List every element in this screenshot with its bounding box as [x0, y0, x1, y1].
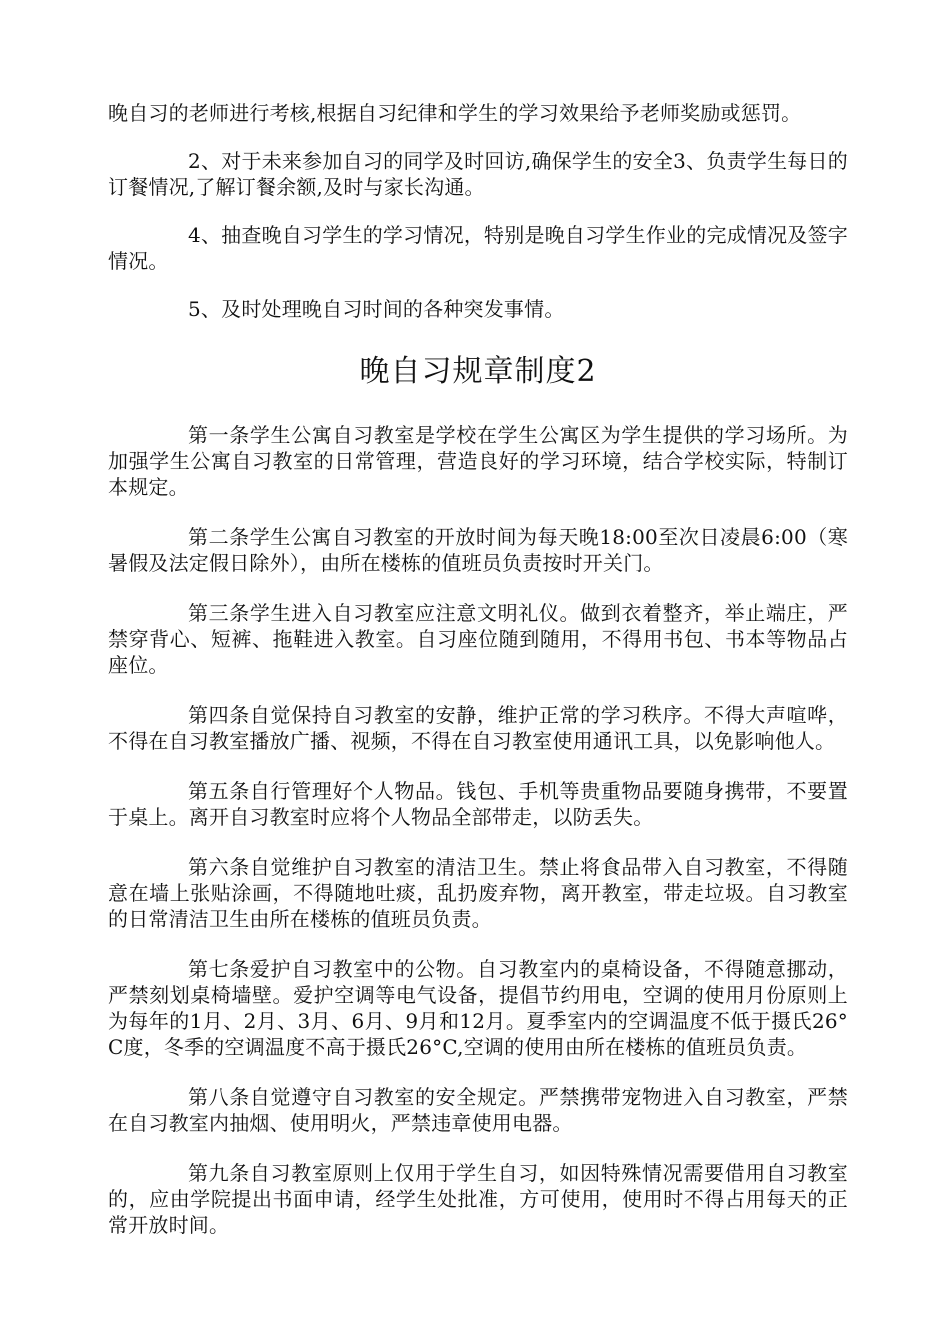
article-9: 第九条自习教室原则上仅用于学生自习，如因特殊情况需要借用自习教室的，应由学院提出书面申请，经学生处批准，方可使用，使用时不得占用每天的正常开放时间。 [108, 1161, 848, 1237]
paragraph-item-5: 5、及时处理晚自习时间的各种突发事情。 [188, 297, 565, 321]
article-1: 第一条学生公寓自习教室是学校在学生公寓区为学生提供的学习场所。为加强学生公寓自习教室的日常管理，营造良好的学习环境，结合学校实际，特制订本规定。 [108, 423, 848, 499]
article-6: 第六条自觉维护自习教室的清洁卫生。禁止将食品带入自习教室，不得随意在墙上张贴涂画，不得随地吐痰，乱扔废弃物，离开教室，带走垃圾。自习教室的日常清洁卫生由所在楼栋的值班员负责。 [108, 855, 848, 931]
article-5: 第五条自行管理好个人物品。钱包、手机等贵重物品要随身携带，不要置于桌上。离开自习教室时应将个人物品全部带走，以防丢失。 [108, 779, 848, 829]
article-7: 第七条爱护自习教室中的公物。自习教室内的桌椅设备，不得随意挪动，严禁刻划桌椅墙壁。爱护空调等电气设备，提倡节约用电，空调的使用月份原则上为每年的1月、2月、3月、6月、9月和12月。夏季室内的空调温度不低于摄氏26°C度，冬季的空调温度不高于摄氏26°C,空调的使用由所在楼栋的值班员负责。 [108, 957, 848, 1059]
paragraph-item-4: 4、抽查晚自习学生的学习情况，特别是晚自习学生作业的完成情况及签字情况。 [108, 223, 848, 273]
paragraph-item-2: 2、对于未来参加自习的同学及时回访,确保学生的安全3、负责学生每日的订餐情况,了解订餐余额,及时与家长沟通。 [108, 149, 848, 199]
article-2: 第二条学生公寓自习教室的开放时间为每天晚18:00至次日凌晨6:00（寒暑假及法定假日除外），由所在楼栋的值班员负责按时开关门。 [108, 525, 848, 575]
article-8: 第八条自觉遵守自习教室的安全规定。严禁携带宠物进入自习教室，严禁在自习教室内抽烟、使用明火，严禁违章使用电器。 [108, 1085, 848, 1135]
article-3: 第三条学生进入自习教室应注意文明礼仪。做到衣着整齐，举止端庄，严禁穿背心、短裤、拖鞋进入教室。自习座位随到随用，不得用书包、书本等物品占座位。 [108, 601, 848, 677]
document-title: 晚自习规章制度2 [359, 354, 597, 389]
article-4: 第四条自觉保持自习教室的安静，维护正常的学习秩序。不得大声喧哗，不得在自习教室播放广播、视频，不得在自习教室使用通讯工具，以免影响他人。 [108, 703, 848, 753]
paragraph-continuation: 晚自习的老师进行考核,根据自习纪律和学生的学习效果给予老师奖励或惩罚。 [108, 101, 802, 125]
document-page [108, 100, 848, 1238]
